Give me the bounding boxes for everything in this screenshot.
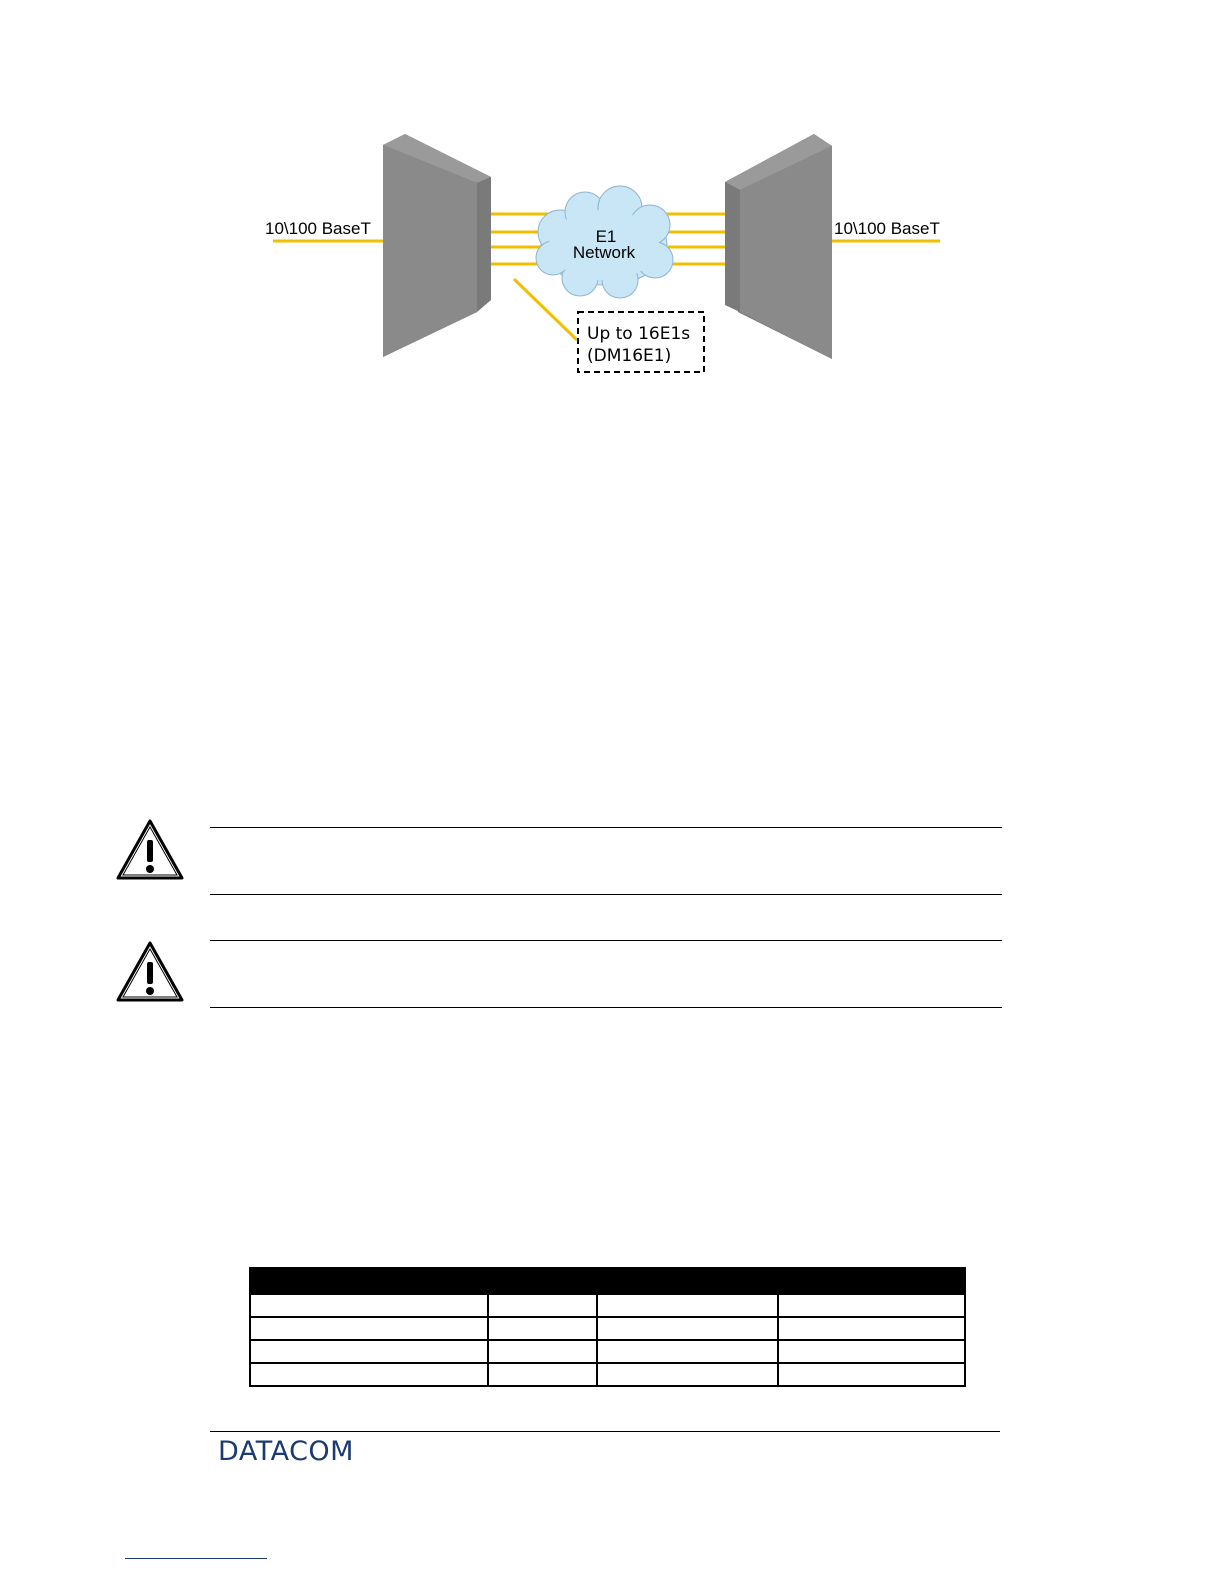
right-port-label: 10\100 BaseT (834, 219, 940, 238)
cloud-label-line1: E1 (595, 227, 617, 246)
table-header-cell (597, 1268, 778, 1294)
table-row (250, 1340, 965, 1363)
table-row (250, 1317, 965, 1340)
spec-table (249, 1267, 966, 1387)
warning-icon (115, 940, 185, 1004)
table-header-cell (488, 1268, 597, 1294)
footer-rule (210, 1431, 1000, 1432)
warning-icon (115, 818, 185, 882)
table-header-cell (778, 1268, 965, 1294)
brand-logo: DATACOM (218, 1436, 354, 1467)
warning-notice-1 (115, 818, 1005, 888)
notice-bottom-rule (210, 894, 1002, 895)
right-device (725, 134, 832, 359)
callout-line2: (DM16E1) (587, 346, 672, 366)
table-header-row (250, 1268, 965, 1294)
table-row (250, 1363, 965, 1386)
left-port-label: 10\100 BaseT (265, 219, 371, 238)
bottom-link-underline (125, 1558, 267, 1559)
notice-bottom-rule (210, 1007, 1002, 1008)
callout-line1: Up to 16E1s (587, 324, 691, 344)
table-header-cell (250, 1268, 488, 1294)
notice-top-rule (210, 940, 1002, 941)
notice-top-rule (210, 827, 1002, 828)
left-device (383, 134, 491, 357)
table-row (250, 1294, 965, 1317)
network-diagram (0, 0, 1224, 420)
warning-notice-2 (115, 940, 1005, 1010)
cloud-label-line2: Network (572, 243, 636, 262)
